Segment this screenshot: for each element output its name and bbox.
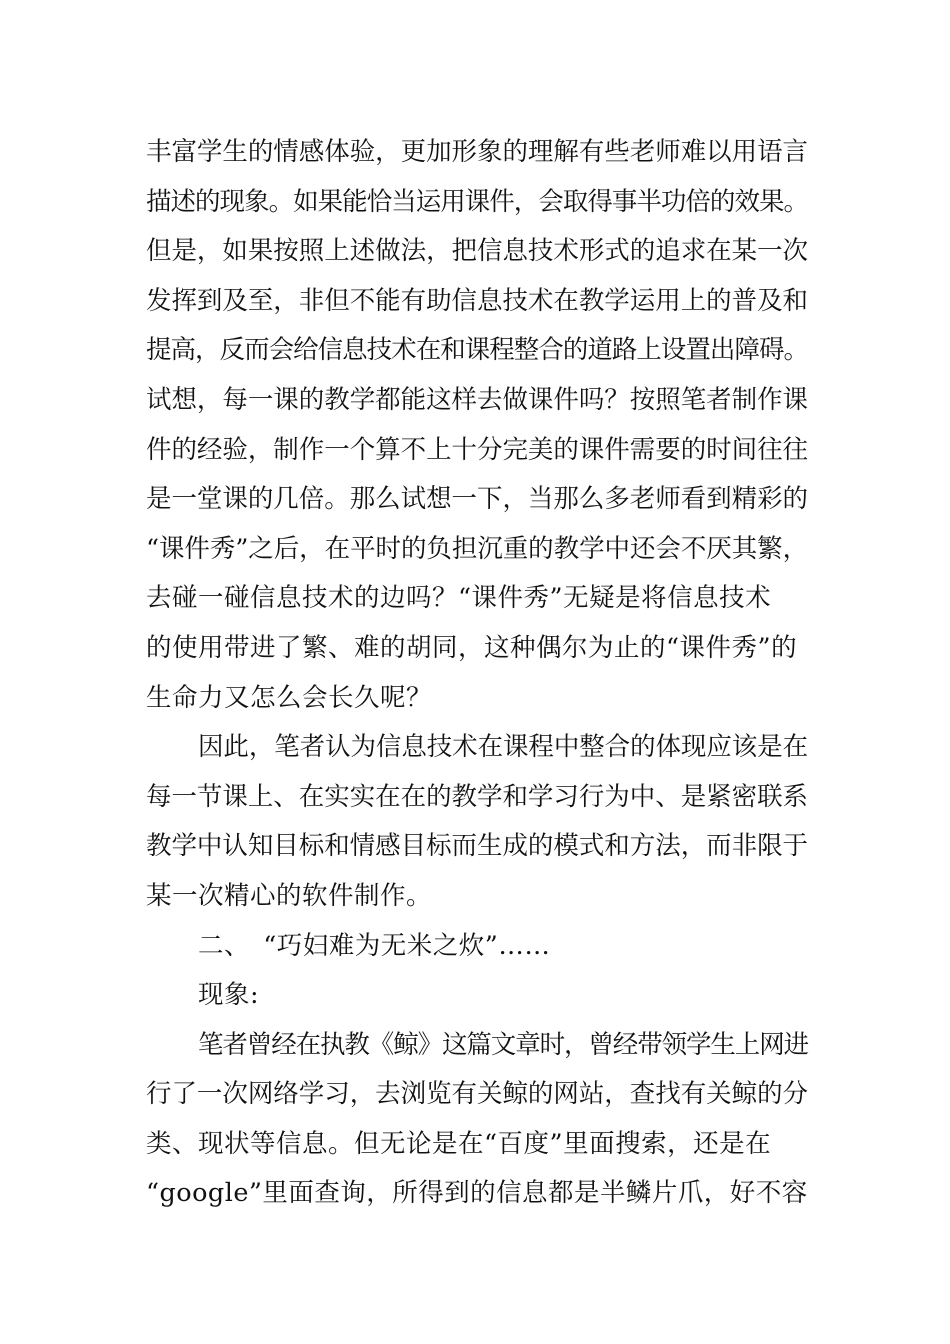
text-line: 描述的现象。如果能恰当运用课件，会取得事半功倍的效果。	[146, 186, 809, 217]
text-line: 但是，如果按照上述做法，把信息技术形式的追求在某一次	[146, 236, 809, 267]
text-line: 行了一次网络学习，去浏览有关鲸的网站，查找有关鲸的分	[146, 1079, 809, 1110]
text-line: 丰富学生的情感体验，更加形象的理解有些老师难以用语言	[146, 137, 809, 167]
text-line: 提高，反而会给信息技术在和课程整合的道路上设置出障碍。	[146, 335, 809, 366]
text-line: 的使用带进了繁、难的胡同，这种偶尔为止的“课件秀”的	[146, 632, 798, 663]
text-line: 教学中认知目标和情感目标而生成的模式和方法，而非限于	[146, 831, 809, 862]
text-line: 因此，笔者认为信息技术在课程中整合的体现应该是在	[198, 732, 809, 763]
text-line: 生命力又怎么会长久呢？	[146, 682, 433, 713]
section-heading: 二、 “巧妇难为无米之炊”……	[198, 930, 551, 961]
text-line: 某一次精心的软件制作。	[146, 880, 433, 911]
text-line: “课件秀”之后，在平时的负担沉重的教学中还会不厌其繁，	[146, 533, 809, 564]
text-line: 试想，每一课的教学都能这样去做课件吗？按照笔者制作课	[146, 384, 809, 415]
subheading: 现象:	[198, 980, 260, 1011]
body-text	[146, 128, 808, 1219]
text-line: 每一节课上、在实实在在的教学和学习行为中、是紧密联系	[146, 781, 809, 812]
text-line: 件的经验，制作一个算不上十分完美的课件需要的时间往往	[146, 434, 809, 465]
text-line: 是一堂课的几倍。那么试想一下，当那么多老师看到精彩的	[146, 484, 809, 515]
text-line: 笔者曾经在执教《鲸》这篇文章时，曾经带领学生上网进	[198, 1029, 809, 1060]
text-line: 发挥到及至，非但不能有助信息技术在教学运用上的普及和	[146, 285, 809, 316]
text-line: “google”里面查询，所得到的信息都是半鳞片爪，好不容	[146, 1178, 808, 1209]
text-line: 去碰一碰信息技术的边吗？“课件秀”无疑是将信息技术	[146, 583, 772, 614]
text-line: 类、现状等信息。但无论是在“百度”里面搜索，还是在	[146, 1128, 772, 1159]
